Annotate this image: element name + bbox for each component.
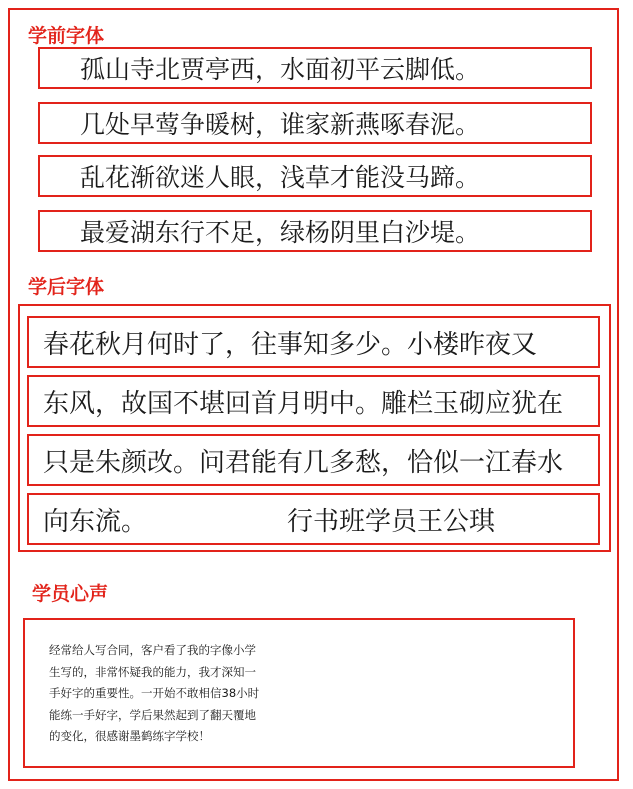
after-line-2: 东风，故国不堪回首月明中。雕栏玉砌应犹在	[27, 375, 600, 427]
testimonial-line-1: 经常给人写合同，客户看了我的字像小学	[49, 643, 256, 657]
after-line-4	[27, 493, 600, 545]
before-line-4: 最爱湖东行不足，绿杨阴里白沙堤。	[38, 210, 592, 252]
before-line-1: 孤山寺北贾亭西，水面初平云脚低。	[38, 47, 592, 89]
testimonial-line-5: 的变化，很感谢墨鹤练字学校！	[49, 729, 210, 743]
after-section-title: 学后字体	[28, 276, 105, 298]
after-line-1: 春花秋月何时了，往事知多少。小楼昨夜又	[27, 316, 600, 368]
testimonial-line-3: 手好字的重要性。一开始不敢相信38小时	[49, 686, 260, 700]
before-section-title: 学前字体	[28, 25, 105, 47]
testimonial-line-4: 能练一手好字，学后果然起到了翻天覆地	[49, 707, 256, 722]
testimonial-box	[23, 618, 575, 768]
after-line-3: 只是朱颜改。问君能有几多愁，恰似一江春水	[27, 434, 600, 486]
before-line-3: 乱花渐欲迷人眼，浅草才能没马蹄。	[38, 155, 592, 197]
testimonial-line-2: 生写的，非常怀疑我的能力，我才深知一	[49, 664, 256, 679]
after-line-4-text: 向东流。	[43, 506, 148, 537]
signature: 行书班学员王公琪	[287, 506, 496, 537]
testimonial-section-title: 学员心声	[32, 583, 109, 605]
before-line-2: 几处早莺争暖树，谁家新燕啄春泥。	[38, 102, 592, 144]
